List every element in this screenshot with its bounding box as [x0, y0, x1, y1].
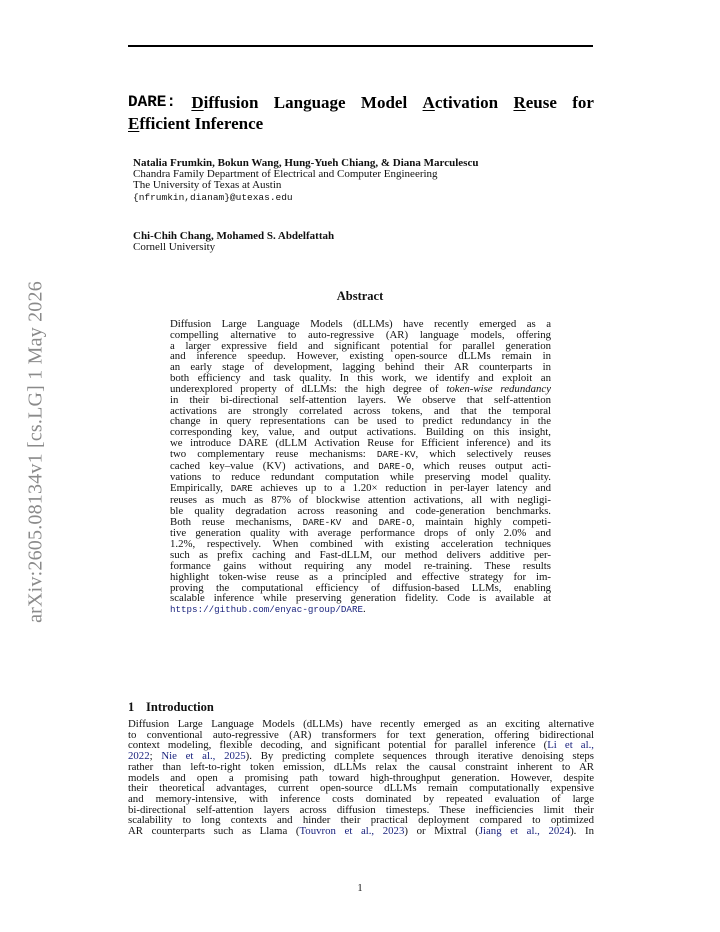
body-line: their theoretical advantages, current open-source dLLMs remain computationally expensive	[128, 782, 594, 795]
abstract-line: highlight token-wise reuse as a principled and effective strategy for im-	[170, 570, 551, 583]
section-title: Introduction	[146, 700, 214, 715]
body-line: models and open a promising path toward high-throughput generation. However, despite	[128, 771, 594, 784]
code-term: DARE-KV	[376, 448, 416, 460]
top-rule	[128, 45, 593, 47]
title-acronym: DARE:	[128, 93, 177, 111]
abstract-line: an early stage of development, lagging behind their AR counterparts in	[170, 361, 551, 374]
author-department: Chandra Family Department of Electrical and Computer Engineering	[133, 168, 438, 181]
abstract-line: https://github.com/enyac-group/DARE.	[170, 603, 366, 616]
citation-link[interactable]: 2022	[128, 750, 150, 763]
body-line: rather than left-to-right token emission, dLLMs relax the causal constraint inherent to AR	[128, 760, 594, 773]
page-number: 1	[357, 883, 363, 894]
code-repo-link[interactable]: https://github.com/enyac-group/DARE	[170, 604, 363, 616]
body-line: 2022; Nie et al., 2025). By predicting complete sequences through iterative denoising steps	[128, 750, 595, 763]
title-word: Diffusion	[191, 93, 259, 112]
code-term: DARE-KV	[302, 516, 342, 528]
author-university: Cornell University	[133, 241, 216, 254]
abstract-line: cached key–value (KV) activations, and DARE-O, which reuses output acti-	[170, 459, 551, 472]
abstract-line: vations to reduce redundant computation while preserving model quality.	[170, 471, 551, 484]
abstract-line: Both reuse mechanisms, DARE-KV and DARE-O, maintain highly competi-	[170, 515, 551, 528]
title-line-2	[128, 113, 594, 134]
abstract-line: corresponding key, value, and output activations. Building on this insight,	[170, 426, 551, 439]
abstract-line: such as prefix caching and Fast-dLLM, our method delivers additive per-	[170, 549, 551, 562]
title-word: Inference	[194, 114, 264, 133]
body-line: to conventional auto-regressive (AR) transformers for text generation, offering bidirectional	[128, 728, 594, 741]
abstract-heading: Abstract	[336, 289, 384, 303]
title-line-1	[128, 92, 594, 113]
abstract-line: scalable inference while preserving generation fidelity. Code is available at	[170, 592, 551, 605]
abstract-line: compelling alternative to auto-regressive (AR) language models, offering	[170, 328, 551, 341]
citation-link[interactable]: Touvron et al., 2023	[299, 825, 405, 838]
abstract-text	[170, 319, 551, 616]
body-line: AR counterparts such as Llama (Touvron et al., 2023) or Mixtral (Jiang et al., 2024). In	[128, 825, 594, 838]
author-block-ut-austin	[133, 158, 478, 203]
author-block-cornell	[133, 231, 334, 253]
section-number: 1	[128, 700, 135, 715]
title-word: Model	[360, 93, 408, 112]
author-names: Natalia Frumkin, Bokun Wang, Hung-Yueh Chiang, & Diana Marculescu	[133, 157, 479, 169]
title-word: for	[572, 93, 594, 112]
paper-title	[128, 92, 594, 134]
body-line: Diffusion Large Language Models (dLLMs) have recently emerged as an exciting alternative	[128, 718, 594, 730]
abstract-line: in their bi-directional self-attention layers. We observe that self-attention	[170, 393, 551, 406]
body-line: and memory-intensive, with inference costs dominated by repeated evaluation of large	[128, 793, 594, 806]
abstract-line: both efficiency and task quality. In this work, we identify and exploit an	[170, 372, 551, 385]
abstract-line: two complementary reuse mechanisms: DARE-KV, which selectively reuses	[170, 447, 551, 460]
author-email: {nfrumkin,dianam}@utexas.edu	[133, 191, 293, 203]
body-line: context modeling, flexible decoding, and significant potential for parallel inference (Li et al.,	[128, 739, 594, 752]
abstract-line: Empirically, DARE achieves up to a 1.20× reduction in per-layer latency and	[170, 482, 551, 495]
abstract-line: reuses as much as 87% of blockwise attention activations, all with negligi-	[170, 494, 551, 506]
author-university: The University of Texas at Austin	[133, 179, 282, 192]
abstract-line: Diffusion Large Language Models (dLLMs) have recently emerged as a	[170, 318, 551, 330]
abstract-line: proving the computational efficiency of diffusion-based LLMs, enabling	[170, 581, 551, 594]
abstract-line: ble quality degradation across reasoning and code-generation benchmarks.	[170, 504, 551, 517]
abstract-line: 1.2%, respectively. When combined with existing acceleration techniques	[170, 538, 551, 551]
title-word: Reuse	[513, 93, 557, 112]
section-heading-introduction	[128, 700, 214, 715]
title-word: Efficient	[128, 114, 191, 133]
title-word: Activation	[422, 93, 499, 112]
citation-link[interactable]: Jiang et al., 2024	[478, 825, 571, 838]
citation-link[interactable]: Nie et al., 2025	[161, 750, 246, 763]
citation-link[interactable]: Li et al.,	[547, 739, 594, 752]
code-term: DARE-O	[378, 460, 412, 472]
abstract-line: tive generation quality with average performance drops of only 2.0% and	[170, 527, 551, 540]
abstract-line: activations are strongly correlated across tokens, and that the temporal	[170, 404, 551, 417]
abstract-line: change in query representations can be used to predict redundancy in the	[170, 415, 551, 428]
code-term: DARE-O	[378, 516, 412, 528]
abstract-line: underexplored property of dLLMs: the high degree of token-wise redundancy	[170, 382, 551, 395]
abstract-line: and inference speedup. However, existing open-source dLLMs remain in	[170, 350, 551, 363]
body-line: scalability to long contexts and hinder their practical deployment compared to optimized	[128, 814, 594, 827]
author-names: Chi-Chih Chang, Mohamed S. Abdelfattah	[133, 230, 335, 242]
body-line: bi-directional self-attention layers across diffusion timesteps. These inefficiencies limit their	[128, 803, 594, 816]
title-word: Language	[273, 93, 346, 112]
abstract-line: formance gains without requiring any model re-training. These results	[170, 559, 551, 572]
emphasis-text: token-wise redundancy	[446, 382, 551, 395]
introduction-text	[128, 719, 594, 837]
abstract-line: a larger expressive field and significant potential for parallel generation	[170, 339, 551, 352]
code-term: DARE	[230, 483, 253, 495]
abstract-line: we introduce DARE (dLLM Activation Reuse for Efficient inference) and its	[170, 436, 551, 449]
arxiv-identifier[interactable]: arXiv:2605.08134v1 [cs.LG] 1 May 2026	[24, 281, 47, 623]
